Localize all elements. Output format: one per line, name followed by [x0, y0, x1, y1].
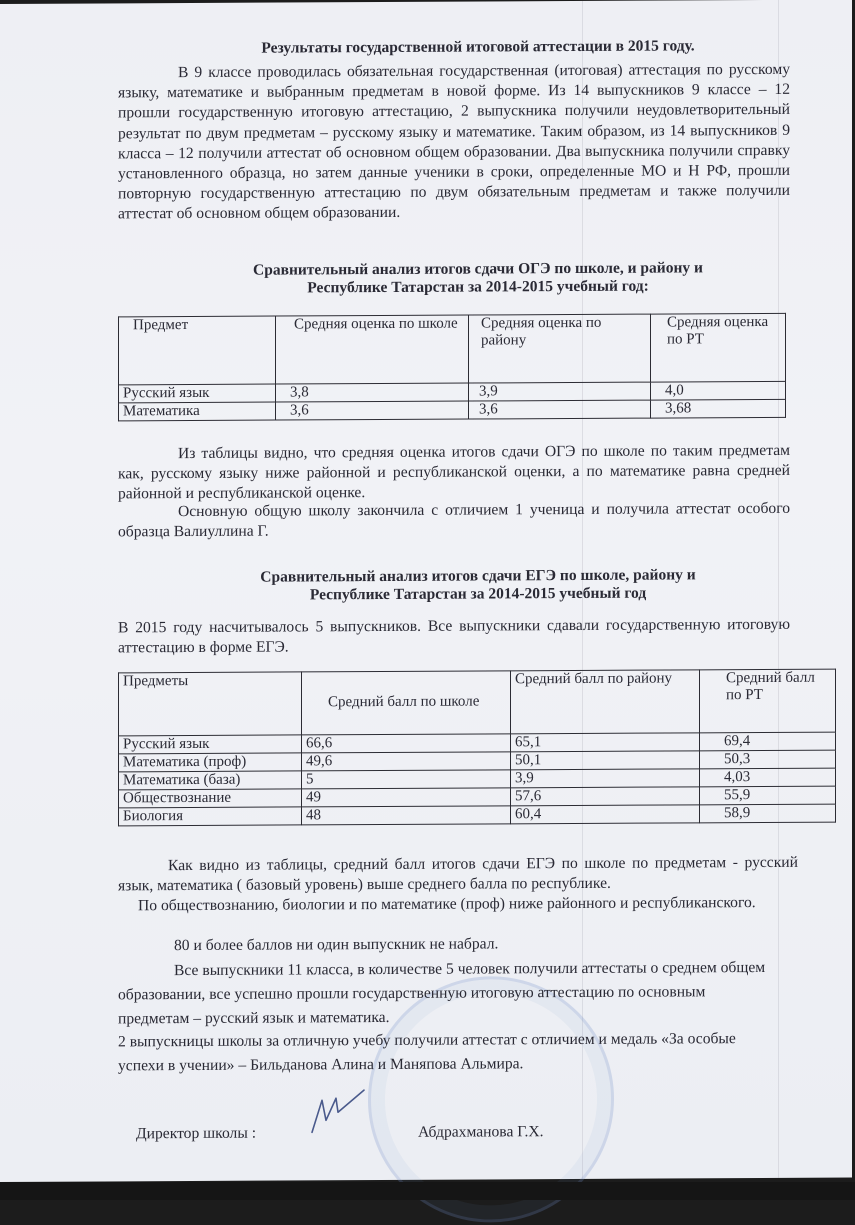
- cell-republic: 50,3: [700, 750, 836, 769]
- header-cell: Средний балл по школе: [302, 671, 511, 735]
- cell-republic: 55,9: [700, 786, 836, 805]
- handwritten-signature-icon: [308, 1086, 368, 1136]
- table-row: [119, 804, 836, 826]
- cell-district: 57,6: [511, 787, 700, 806]
- signature-name: Абдрахманова Г.Х.: [418, 1123, 544, 1141]
- oge-table: [118, 313, 786, 421]
- cell-district: 3,9: [469, 382, 651, 401]
- header-cell: Предметы: [119, 672, 302, 736]
- header-cell: Средний балл по району: [511, 670, 700, 734]
- oge-table-header: [119, 313, 786, 384]
- cell-school: 48: [302, 806, 511, 825]
- oge-heading-line1: Сравнительный анализ итогов сдачи ОГЭ по школе, и району и: [253, 259, 703, 279]
- cell-school: 49,6: [302, 752, 511, 771]
- oge-heading: [178, 259, 778, 298]
- cell-subject: Русский язык: [119, 735, 302, 754]
- ege-heading: [178, 566, 778, 605]
- cell-district: 50,1: [511, 751, 700, 770]
- ege-analysis-paragraph-3: 80 и более баллов ни один выпускник не набрал.: [174, 935, 499, 955]
- cell-republic: 4,0: [651, 381, 786, 400]
- header-cell: Средняя оценка по району: [469, 314, 651, 383]
- cell-republic: 4,03: [700, 768, 836, 787]
- cell-district: 3,6: [469, 400, 651, 419]
- cell-subject: Математика: [119, 402, 276, 421]
- document-body: [118, 0, 815, 1143]
- oge-analysis-paragraph: Из таблицы видно, что средняя оценка итогов сдачи ОГЭ по школе по таким предметам как, русскому языку ниже районной и республиканской оценки, а по математике равна средней районной и республиканской оценке.: [118, 441, 790, 503]
- ege-heading-line2: Республике Татарстан за 2014-2015 учебный год: [309, 584, 647, 604]
- table-row: [119, 399, 786, 420]
- header-cell: Средний балл по РТ: [700, 669, 836, 733]
- oge-heading-line2: Республике Татарстан за 2014-2015 учебный год:: [307, 277, 649, 297]
- cell-district: 3,9: [511, 769, 700, 788]
- scan-border: [0, 1182, 855, 1200]
- cell-school: 3,8: [276, 383, 469, 402]
- ege-heading-line1: Сравнительный анализ итогов сдачи ЕГЭ по школе, району и: [260, 566, 696, 586]
- cell-republic: 69,4: [700, 732, 836, 751]
- header-cell: Средняя оценка по РТ: [651, 313, 786, 382]
- medal-paragraph: 2 выпускницы школы за отличную учебу получили аттестат с отличием и медаль «За особые успехи в учении» – Бильданова Алина и Маняпова Альмира.: [118, 1030, 736, 1075]
- cell-subject: Математика (проф): [119, 753, 302, 772]
- intro-paragraph: В 9 классе проводилась обязательная государственная (итоговая) аттестация по русскому языку, математике и выбранным предметам в новой форме. Из 14 выпускников 9 классе – 12 прошли государственную итоговую аттестацию, 2 выпускника получили неудовлетворительный результат по двум предметам – русскому языку и математике. Таким образом, из 14 выпускников 9 класса – 12 получили аттестат об основном общем образовании. Два выпускника получили справку установленного образца, но затем данные ученики в сроки, определенные МО и Н РФ, прошли повторную государственную аттестацию по двум обязательным предметам и также получили аттестат об основном общем образовании.: [118, 60, 790, 223]
- ege-table-header: [119, 669, 836, 736]
- cell-subject: Русский язык: [119, 384, 276, 403]
- cell-subject: Обществознание: [119, 789, 302, 808]
- cell-school: 66,6: [302, 734, 511, 753]
- ege-analysis-paragraph-2: По обществознанию, биологии и по математике (проф) ниже районного и республиканского.: [138, 894, 756, 915]
- graduates-paragraph: Все выпускники 11 класса, в количестве 5 человек получили аттестаты о среднем общем образовании, все успешно прошли государственную итоговую аттестацию по основным предметам – русский язык и математика.: [118, 958, 766, 1028]
- oge-honors-paragraph: Основную общую школу закончила с отличием 1 ученица и получила аттестат особого образца Валиуллина Г.: [118, 499, 790, 541]
- cell-school: 5: [302, 770, 511, 789]
- cell-school: 3,6: [276, 401, 469, 420]
- document-title: Результаты государственной итоговой аттестации в 2015 году.: [261, 37, 695, 57]
- ege-table: [118, 669, 836, 827]
- cell-district: 60,4: [511, 805, 700, 824]
- cell-subject: Математика (база): [119, 771, 302, 790]
- header-cell: Средняя оценка по школе: [276, 315, 469, 384]
- cell-republic: 3,68: [651, 399, 786, 418]
- ege-intro-paragraph: В 2015 году насчитывалось 5 выпускников. Все выпускники сдавали государственную итоговую аттестацию в форме ЕГЭ.: [118, 615, 790, 657]
- signature-role: Директор школы :: [136, 1124, 257, 1143]
- ege-analysis-paragraph-1: Как видно из таблицы, средний балл итогов сдачи ЕГЭ по школе по предметам - русский язык, математика ( базовый уровень) выше среднего балла по республике.: [118, 853, 798, 895]
- cell-school: 49: [302, 788, 511, 807]
- cell-republic: 58,9: [700, 804, 836, 823]
- cell-subject: Биология: [119, 807, 302, 826]
- cell-district: 65,1: [511, 733, 700, 752]
- header-cell: Предмет: [119, 316, 276, 385]
